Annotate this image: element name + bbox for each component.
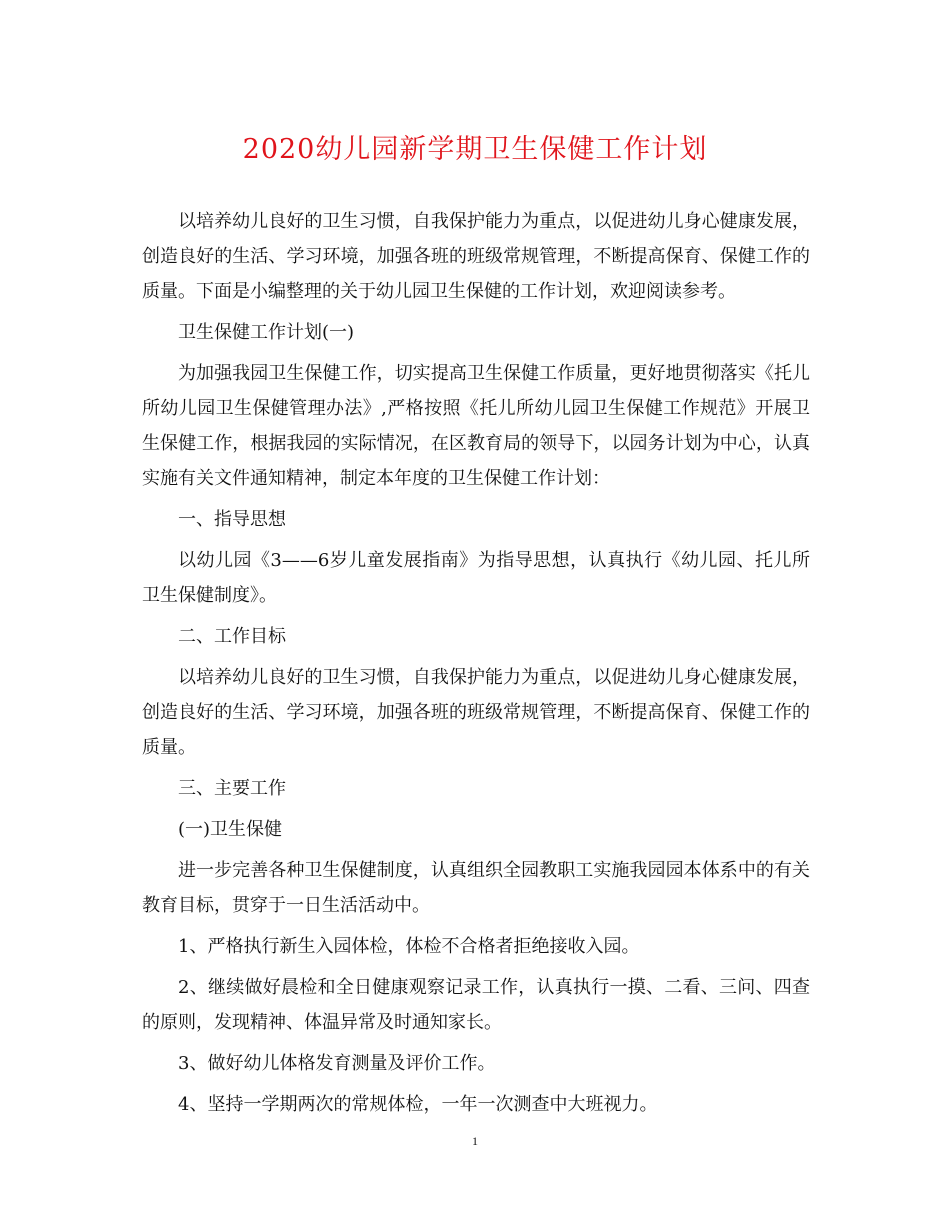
guiding-ideology-paragraph: 以幼儿园《3——6岁儿童发展指南》为指导思想，认真执行《幼儿园、托儿所卫生保健制度》。 <box>142 550 810 606</box>
plan-heading: 卫生保健工作计划(一) <box>178 322 355 343</box>
intro-paragraph: 以培养幼儿良好的卫生习惯，自我保护能力为重点，以促进幼儿身心健康发展，创造良好的生活、学习环境，加强各班的班级常规管理，不断提高保育、保健工作的质量。下面是小编整理的关于幼儿园卫生保健的工作计划，欢迎阅读参考。 <box>142 211 810 302</box>
health-care-paragraph: 进一步完善各种卫生保健制度，认真组织全园教职工实施我园园本体系中的有关教育目标，贯穿于一日生活活动中。 <box>142 860 810 916</box>
section-heading-main-work: 三、主要工作 <box>178 778 286 799</box>
subsection-heading-health-care: (一)卫生保健 <box>178 819 283 840</box>
list-item: 4、坚持一学期两次的常规体检，一年一次测查中大班视力。 <box>178 1094 658 1115</box>
document-body <box>142 204 810 1128</box>
section-heading-guiding-ideology: 一、指导思想 <box>178 509 286 530</box>
list-item: 1、严格执行新生入园体检，体检不合格者拒绝接收入园。 <box>178 936 640 957</box>
plan-intro-paragraph: 为加强我园卫生保健工作，切实提高卫生保健工作质量，更好地贯彻落实《托儿所幼儿园卫生保健管理办法》,严格按照《托儿所幼儿园卫生保健工作规范》开展卫生保健工作，根据我园的实际情况，在区教育局的领导下，以园务计划为中心，认真实施有关文件通知精神，制定本年度的卫生保健工作计划： <box>142 363 810 489</box>
section-heading-work-goals: 二、工作目标 <box>178 626 286 647</box>
page-number: 1 <box>472 1134 478 1148</box>
list-item: 3、做好幼儿体格发育测量及评价工作。 <box>178 1053 496 1074</box>
document-title: 2020幼儿园新学期卫生保健工作计划 <box>242 134 708 165</box>
list-item: 2、继续做好晨检和全日健康观察记录工作，认真执行一摸、二看、三问、四查的原则，发现精神、体温异常及时通知家长。 <box>142 977 810 1033</box>
work-goals-paragraph: 以培养幼儿良好的卫生习惯，自我保护能力为重点，以促进幼儿身心健康发展，创造良好的生活、学习环境，加强各班的班级常规管理，不断提高保育、保健工作的质量。 <box>142 667 810 758</box>
